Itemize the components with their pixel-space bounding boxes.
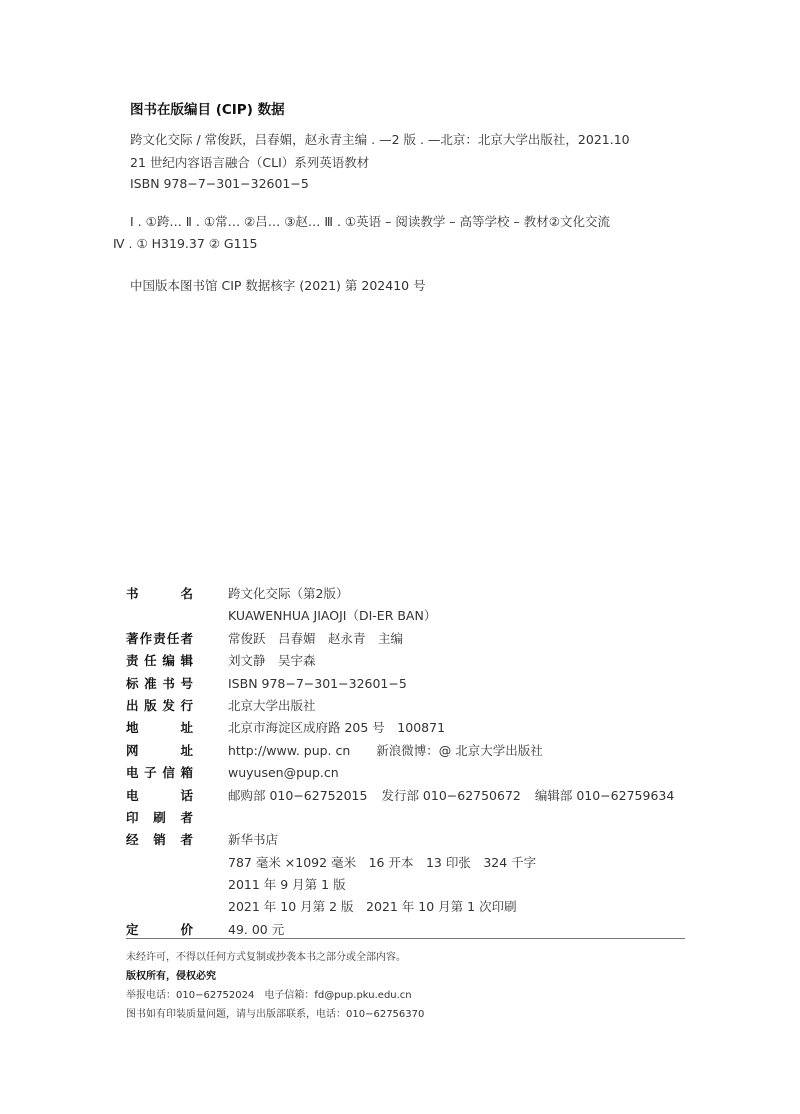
edition-first: 2011 年 9 月第 1 版	[228, 877, 346, 893]
info-row-website	[126, 740, 686, 762]
address-value: 北京市海淀区成府路 205 号 100871	[228, 720, 446, 736]
spread-label: 标 准 书 号	[126, 675, 193, 691]
spread-label: 网 址	[126, 742, 193, 758]
info-row-printer	[126, 807, 686, 829]
cip-isbn: ISBN 978−7−301−32601−5	[130, 176, 309, 191]
info-row-authors	[126, 628, 686, 650]
isbn-value: ISBN 978−7−301−32601−5	[228, 675, 407, 691]
info-row-format	[126, 852, 686, 874]
spread-label: 责 任 编 辑	[126, 653, 193, 669]
authors-value: 常俊跃 吕春媚 赵永青 主编	[228, 630, 404, 646]
info-row-editors	[126, 650, 686, 672]
info-row-publisher	[126, 695, 686, 717]
publisher-value: 北京大学出版社	[228, 697, 316, 713]
cip-citation: 跨文化交际 / 常俊跃，吕春媚，赵永青主编 . —2 版 . —北京：北京大学出版社，2021.10	[130, 132, 630, 147]
quality-contact: 图书如有印装质量问题，请与出版部联系，电话：010−62756370	[126, 1009, 425, 1020]
cip-index-line-1: Ⅰ . ①跨… Ⅱ . ①常… ②吕… ③赵… Ⅲ . ①英语 – 阅读教学 – 高等学校 – 教材②文化交流	[130, 214, 610, 229]
spread-label: 地 址	[126, 720, 193, 736]
info-row-edition2	[126, 896, 686, 918]
cip-record-number: 中国版本图书馆 CIP 数据核字 (2021) 第 202410 号	[130, 278, 426, 293]
info-row-phone	[126, 785, 686, 807]
cip-series: 21 世纪内容语言融合（CLI）系列英语教材	[130, 155, 370, 170]
info-row-isbn	[126, 673, 686, 695]
info-row-address	[126, 717, 686, 739]
editors-value: 刘文静 吴宇森	[228, 653, 316, 669]
book-name-value: 跨文化交际（第2版）	[228, 586, 349, 601]
phone-editorial: 编辑部 010−62759634	[534, 787, 675, 803]
spread-label: 印 刷 者	[126, 809, 193, 825]
copy-notice: 未经许可，不得以任何方式复制或抄袭本书之部分或全部内容。	[126, 952, 406, 963]
spread-label: 出 版 发 行	[126, 697, 193, 713]
info-row-pinyin	[126, 605, 686, 627]
spread-label: 电 子 信 箱	[126, 765, 193, 781]
website-value	[228, 740, 543, 762]
seller-value: 新华书店	[228, 832, 279, 848]
report-contact: 举报电话：010−62752024 电子信箱：fd@pup.pku.edu.cn	[126, 990, 412, 1001]
weibo-value: 新浪微博：@ 北京大学出版社	[376, 742, 543, 758]
phone-distribution: 发行部 010−62750672	[381, 787, 521, 803]
price-value: 49. 00 元	[228, 921, 285, 937]
info-row-email	[126, 762, 686, 784]
edition-second: 2021 年 10 月第 2 版 2021 年 10 月第 1 次印刷	[228, 899, 517, 915]
spread-label: 著 作 责 任 者	[126, 630, 193, 646]
info-row-book-name	[126, 583, 686, 605]
cip-title: 图书在版编目 (CIP) 数据	[130, 102, 285, 118]
spread-label: 书 名	[126, 586, 193, 601]
cip-index-line-2: Ⅳ . ① H319.37 ② G115	[113, 236, 258, 251]
info-row-edition1	[126, 874, 686, 896]
rights-reserved: 版权所有，侵权必究	[126, 971, 216, 982]
phone-values	[228, 785, 674, 807]
website-link[interactable]: http://www. pup. cn	[228, 742, 351, 758]
spread-label: 定 价	[126, 921, 193, 937]
spread-label: 经 销 者	[126, 832, 193, 848]
format-value: 787 毫米 ×1092 毫米 16 开本 13 印张 324 千字	[228, 854, 537, 870]
phone-purchase: 邮购部 010−62752015	[228, 787, 368, 803]
spread-label: 电 话	[126, 787, 193, 803]
publication-info	[126, 583, 686, 941]
email-value[interactable]: wuyusen@pup.cn	[228, 765, 339, 781]
footer-divider	[126, 938, 685, 939]
info-row-seller	[126, 829, 686, 851]
book-name-pinyin: KUAWENHUA JIAOJI（DI-ER BAN）	[228, 608, 437, 624]
